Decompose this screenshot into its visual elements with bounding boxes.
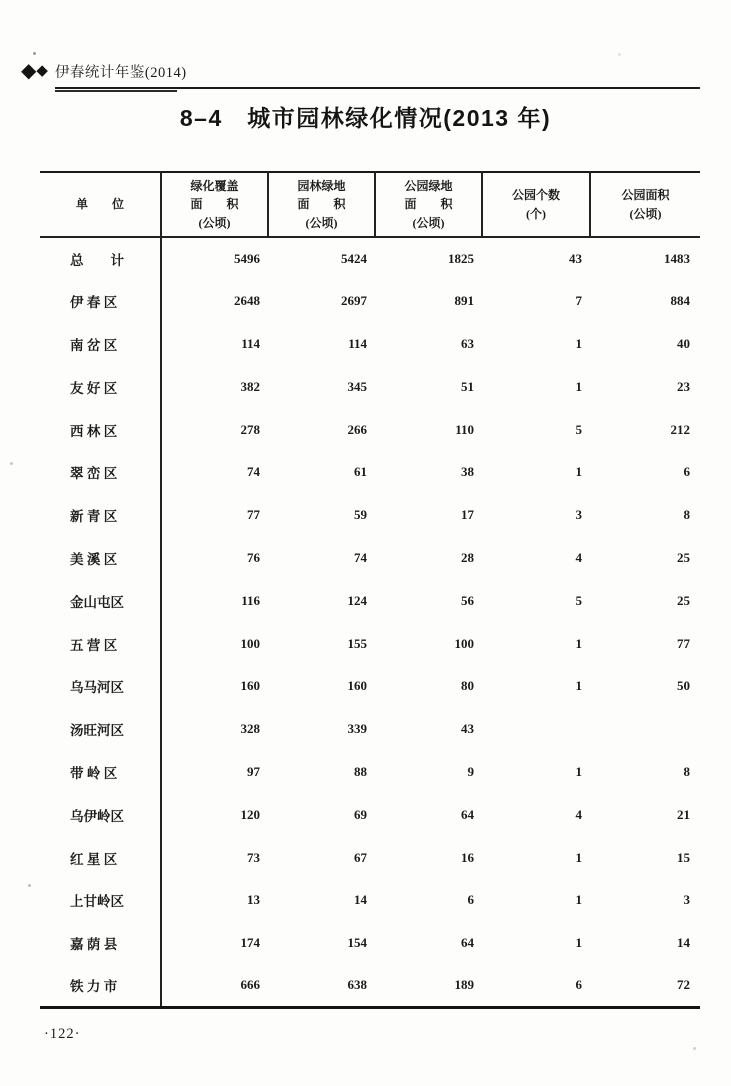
unit-cell: 新 青 区 xyxy=(40,494,161,537)
value-cell: 6 xyxy=(467,892,474,908)
value-cell: 73 xyxy=(247,849,260,865)
column-header-line: 单 位 xyxy=(75,197,124,212)
table-row xyxy=(40,836,700,879)
table-row xyxy=(40,280,700,323)
value-cell: 23 xyxy=(677,378,690,394)
unit-cell: 铁 力 市 xyxy=(40,965,161,1008)
value-cell: 13 xyxy=(247,892,260,908)
value-cell: 1 xyxy=(575,335,582,351)
value-cell: 25 xyxy=(677,549,690,565)
unit-cell: 翠 峦 区 xyxy=(40,451,161,494)
value-cell: 5424 xyxy=(341,250,367,266)
value-cell: 278 xyxy=(240,421,260,437)
value-cell: 666 xyxy=(240,977,260,993)
value-cell: 114 xyxy=(241,335,260,351)
value-cell: 120 xyxy=(240,806,260,822)
page-title: 8–4 城市园林绿化情况(2013 年) xyxy=(179,105,552,131)
table-row xyxy=(40,922,700,965)
table-row xyxy=(40,751,700,794)
column-header-line: (公顷) xyxy=(198,215,231,230)
value-cell: 77 xyxy=(247,507,260,523)
column-header-line: (个) xyxy=(526,206,546,221)
table-row xyxy=(40,793,700,836)
value-cell: 17 xyxy=(461,507,474,523)
table-row xyxy=(40,537,700,580)
value-cell: 14 xyxy=(677,935,690,951)
value-cell: 4 xyxy=(575,806,582,822)
column-header-line: 绿化覆盖 xyxy=(190,178,239,193)
value-cell: 1 xyxy=(575,935,582,951)
value-cell: 6 xyxy=(575,977,582,993)
value-cell: 1 xyxy=(575,635,582,651)
value-cell: 88 xyxy=(354,763,367,779)
value-cell: 124 xyxy=(347,592,367,608)
value-cell: 155 xyxy=(347,635,367,651)
column-header-park-count xyxy=(482,172,590,237)
value-cell: 3 xyxy=(575,507,582,523)
greening-table xyxy=(40,171,700,1009)
value-cell: 160 xyxy=(240,678,260,694)
value-cell: 40 xyxy=(677,335,690,351)
unit-cell: 金山屯区 xyxy=(40,579,161,622)
value-cell: 14 xyxy=(354,892,367,908)
value-cell xyxy=(482,708,590,751)
table-body xyxy=(40,237,700,1007)
value-cell: 110 xyxy=(455,421,474,437)
value-cell: 638 xyxy=(347,977,367,993)
value-cell: 1 xyxy=(575,464,582,480)
column-header-park-area xyxy=(590,172,700,237)
unit-cell: 南 岔 区 xyxy=(40,323,161,366)
value-cell: 9 xyxy=(467,763,474,779)
value-cell: 43 xyxy=(569,250,582,266)
value-cell: 884 xyxy=(670,293,690,309)
column-header-line: 面 积 xyxy=(404,197,453,212)
unit-cell: 西 林 区 xyxy=(40,408,161,451)
value-cell: 69 xyxy=(354,806,367,822)
unit-cell: 五 营 区 xyxy=(40,622,161,665)
value-cell: 4 xyxy=(575,549,582,565)
value-cell: 266 xyxy=(347,421,367,437)
unit-cell: 汤旺河区 xyxy=(40,708,161,751)
value-cell: 891 xyxy=(454,293,474,309)
value-cell: 1 xyxy=(575,678,582,694)
value-cell: 114 xyxy=(348,335,367,351)
table-row xyxy=(40,965,700,1008)
table-row xyxy=(40,365,700,408)
value-cell: 3 xyxy=(683,892,690,908)
value-cell: 7 xyxy=(575,293,582,309)
value-cell: 8 xyxy=(683,507,690,523)
value-cell: 212 xyxy=(670,421,690,437)
value-cell: 59 xyxy=(354,507,367,523)
value-cell: 1483 xyxy=(664,250,690,266)
column-header-garden-green-area xyxy=(268,172,375,237)
value-cell xyxy=(590,708,700,751)
value-cell: 72 xyxy=(677,977,690,993)
value-cell: 1 xyxy=(575,763,582,779)
table-row xyxy=(40,451,700,494)
value-cell: 116 xyxy=(241,592,260,608)
value-cell: 5 xyxy=(575,421,582,437)
column-header-line: 公园绿地 xyxy=(404,178,453,193)
value-cell: 28 xyxy=(461,549,474,565)
column-header-line: 面 积 xyxy=(190,197,239,212)
value-cell: 154 xyxy=(347,935,367,951)
table-row xyxy=(40,323,700,366)
value-cell: 189 xyxy=(454,977,474,993)
diamond-icon: ◆ xyxy=(36,62,48,79)
unit-cell: 上甘岭区 xyxy=(40,879,161,922)
value-cell: 160 xyxy=(347,678,367,694)
value-cell: 50 xyxy=(677,678,690,694)
table-row xyxy=(40,622,700,665)
value-cell: 6 xyxy=(683,464,690,480)
unit-cell: 友 好 区 xyxy=(40,365,161,408)
value-cell: 5496 xyxy=(234,250,260,266)
value-cell: 1825 xyxy=(448,250,474,266)
value-cell: 64 xyxy=(461,935,474,951)
unit-cell: 乌伊岭区 xyxy=(40,793,161,836)
value-cell: 67 xyxy=(354,849,367,865)
value-cell: 97 xyxy=(247,763,260,779)
value-cell: 80 xyxy=(461,678,474,694)
value-cell: 382 xyxy=(240,378,260,394)
table-row xyxy=(40,579,700,622)
value-cell: 74 xyxy=(354,549,367,565)
value-cell: 15 xyxy=(677,849,690,865)
unit-cell: 伊 春 区 xyxy=(40,280,161,323)
value-cell: 1 xyxy=(575,892,582,908)
table-row xyxy=(40,408,700,451)
table-row xyxy=(40,665,700,708)
value-cell: 64 xyxy=(461,806,474,822)
header-rule xyxy=(55,87,700,89)
column-header-line: (公顷) xyxy=(305,215,338,230)
unit-cell: 乌马河区 xyxy=(40,665,161,708)
value-cell: 76 xyxy=(247,549,260,565)
value-cell: 38 xyxy=(461,464,474,480)
column-header-line: 公园个数 xyxy=(511,187,560,202)
unit-cell: 红 星 区 xyxy=(40,836,161,879)
value-cell: 77 xyxy=(677,635,690,651)
value-cell: 63 xyxy=(461,335,474,351)
column-header-green-coverage-area xyxy=(161,172,268,237)
scan-speck xyxy=(33,52,36,55)
page-number: ·122· xyxy=(44,1026,81,1042)
header-rule-underline xyxy=(55,90,177,92)
column-header-unit xyxy=(40,172,161,237)
value-cell: 25 xyxy=(677,592,690,608)
unit-cell: 美 溪 区 xyxy=(40,537,161,580)
value-cell: 328 xyxy=(240,721,260,737)
value-cell: 61 xyxy=(354,464,367,480)
value-cell: 1 xyxy=(575,849,582,865)
value-cell: 5 xyxy=(575,592,582,608)
value-cell: 8 xyxy=(683,763,690,779)
column-header-line: 园林绿地 xyxy=(297,178,346,193)
value-cell: 174 xyxy=(240,935,260,951)
value-cell: 43 xyxy=(461,721,474,737)
value-cell: 74 xyxy=(247,464,260,480)
booklet-title: 伊春统计年鉴(2014) xyxy=(54,64,187,81)
value-cell: 51 xyxy=(461,378,474,394)
table-head-row xyxy=(40,172,700,237)
value-cell: 1 xyxy=(575,378,582,394)
unit-cell: 带 岭 区 xyxy=(40,751,161,794)
value-cell: 2697 xyxy=(341,293,367,309)
table-row xyxy=(40,237,700,280)
column-header-line: (公顷) xyxy=(629,206,662,221)
column-header-park-green-area xyxy=(375,172,482,237)
page-header xyxy=(21,58,187,84)
value-cell: 345 xyxy=(347,378,367,394)
value-cell: 56 xyxy=(461,592,474,608)
value-cell: 100 xyxy=(240,635,260,651)
table-row xyxy=(40,708,700,751)
value-cell: 100 xyxy=(454,635,474,651)
column-header-line: 面 积 xyxy=(297,197,346,212)
value-cell: 16 xyxy=(461,849,474,865)
column-header-line: 公园面积 xyxy=(621,187,670,202)
unit-cell: 总 计 xyxy=(40,237,161,280)
unit-cell: 嘉 荫 县 xyxy=(40,922,161,965)
diamond-icon: ◆ xyxy=(21,60,37,82)
value-cell: 21 xyxy=(677,806,690,822)
table-row xyxy=(40,879,700,922)
table-row xyxy=(40,494,700,537)
value-cell: 2648 xyxy=(234,293,260,309)
column-header-line: (公顷) xyxy=(412,215,445,230)
value-cell: 339 xyxy=(347,721,367,737)
